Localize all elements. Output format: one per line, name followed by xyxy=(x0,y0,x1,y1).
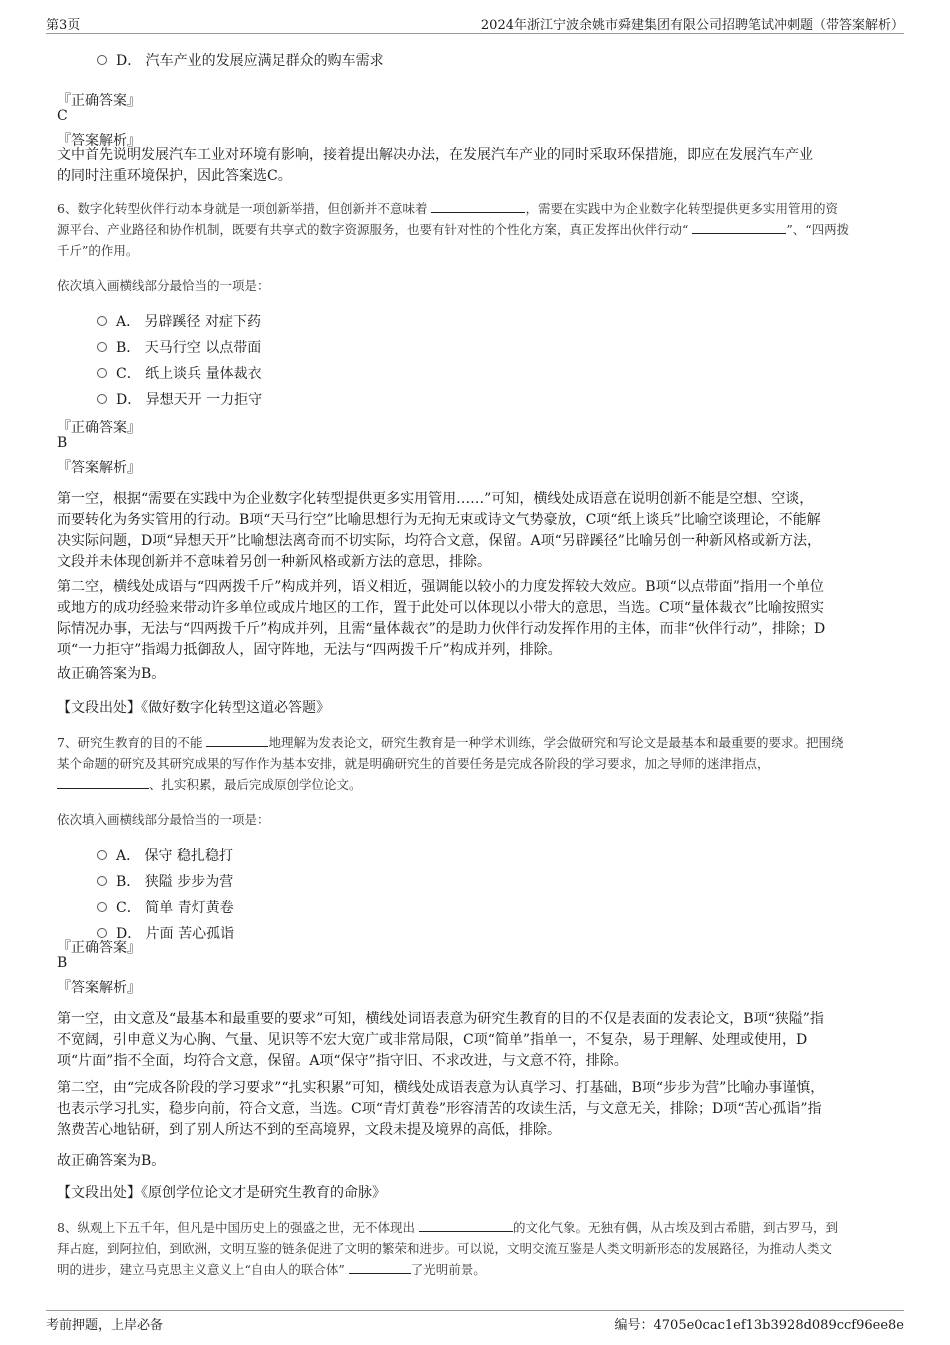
q7-answer: B xyxy=(57,955,68,971)
blank-line xyxy=(206,734,268,748)
q5-analysis: 文中首先说明发展汽车工业对环境有影响，接着提出解决办法，在发展汽车产业的同时采取环保措施，即应在发展汽车产业 的同时注重环境保护，因此答案选C。 xyxy=(57,147,813,184)
q7-conclusion: 故正确答案为B。 xyxy=(57,1153,166,1169)
q6-answer-label: 『正确答案』 xyxy=(57,420,141,436)
q6-answer: B xyxy=(57,435,68,451)
header-divider xyxy=(46,33,904,34)
q5-analysis-label: 『答案解析』 xyxy=(57,133,141,149)
footer-divider xyxy=(46,1310,904,1311)
q6-analysis-para2: 第二空，横线处成语与“四两拨千斤”构成并列，语义相近，强调能以较小的力度发挥较大效应。B项“以点带面”指用一个单位 或地方的成功经验来带动许多单位或成片地区的工作，置于此处可以体现以小带大的意思，当选。C项“量体裁衣”比喻按照实 际情况办事，无法与“四两拨千斤”构成并列，且需“量体裁衣”的是助力伙伴行动发挥作用的主体，而非“伙伴行动”，排除；D 项“一力拒守”指竭力抵御敌人，固守阵地，无法与“四两拨千斤”构成并列，排除。 xyxy=(57,579,826,658)
radio-icon[interactable] xyxy=(97,394,107,404)
page-number: 第3页 xyxy=(46,18,81,33)
q7-answer-label: 『正确答案』 xyxy=(57,940,141,956)
q6-analysis-para1: 第一空，根据“需要在实践中为企业数字化转型提供更多实用管用……”可知，横线处成语意在说明创新不能是空想、空谈， 而要转化为务实管用的行动。B项“天马行空”比喻思想行为无拘无束或诗文气势豪放，C项“纸上谈兵”比喻空谈理论，不能解 决实际问题，D项“异想天开”比喻想法离奇而不切实际，均符合文意，保留。A项“另辟蹊径”比喻另创一种新风格或新方法， 文段并未体现创新并不意味着另创一种新风格或新方法的意思，排除。 xyxy=(57,491,821,570)
radio-icon[interactable] xyxy=(97,55,107,65)
q5-answer: C xyxy=(57,108,68,124)
q7-source: 【文段出处】《原创学位论文才是研究生教育的命脉》 xyxy=(57,1185,386,1201)
q6-conclusion: 故正确答案为B。 xyxy=(57,666,166,682)
page-header xyxy=(46,14,904,32)
blank-line xyxy=(431,200,525,214)
radio-icon[interactable] xyxy=(97,876,107,886)
q6-analysis-label: 『答案解析』 xyxy=(57,460,141,476)
blank-line xyxy=(57,776,149,790)
radio-icon[interactable] xyxy=(97,850,107,860)
q7-analysis-para2: 第二空，由“完成各阶段的学习要求”“扎实积累”可知，横线处成语表意为认真学习、打基础，B项“步步为营”比喻办事谨慎， 也表示学习扎实，稳步向前，符合文意，当选。C项“青灯黄卷”形容清苦的攻读生活，与文意无关，排除；D项“苦心孤诣”指 煞费苦心地钻研，到了别人所达不到的至高境界，文段未提及境界的高低，排除。 xyxy=(57,1080,825,1138)
q6-prompt: 依次填入画横线部分最恰当的一项是： xyxy=(57,278,270,293)
blank-line xyxy=(419,1219,513,1233)
footer-slogan: 考前押题，上岸必备 xyxy=(46,1318,164,1333)
q7-analysis-para1: 第一空，由文意及“最基本和最重要的要求”可知，横线处词语表意为研究生教育的目的不仅是表面的发表论文，B项“狭隘”指 不宽阔，引申意义为心胸、气量、见识等不宏大宽广或非常局限，C项“简单”指单一，不复杂，易于理解、处理或使用，D 项“片面”指不全面，均符合文意，保留。A项“保守”指守旧、不求改进，与文意不符，排除。 xyxy=(57,1011,824,1069)
q6-stem: 6、数字化转型伙伴行动本身就是一项创新举措，但创新并不意味着 ，需要在实践中为企业数字化转型提供更多实用管用的资 源平台、产业路径和协作机制，既要有共享式的数字资源服务，也要有针对性的个性化方案，真正发挥出伙伴行动“ ”、“四两拨 千斤”的作用。 xyxy=(57,201,850,258)
blank-line xyxy=(349,1261,411,1275)
q7-prompt: 依次填入画横线部分最恰当的一项是： xyxy=(57,812,270,827)
blank-line xyxy=(692,221,786,235)
q6-source: 【文段出处】《做好数字化转型这道必答题》 xyxy=(57,700,330,716)
q7-stem: 7、研究生教育的目的不能 地理解为发表论文，研究生教育是一种学术训练，学会做研究和写论文是最基本和最重要的要求。把围绕 某个命题的研究及其研究成果的写作作为基本安排，就是明确研究生的首要任务是完成各阶段的学习要求，加之导师的迷津指点， 、扎实积累，最后完成原创学位论文。 xyxy=(57,735,844,792)
q8-stem: 8、纵观上下五千年，但凡是中国历史上的强盛之世，无不体现出 的文化气象。无独有偶，从古埃及到古希腊，到古罗马，到 拜占庭，到阿拉伯，到欧洲，文明互鉴的链条促进了文明的繁荣和进步。可以说，文明交流互鉴是人类文明新形态的发展路径，为推动人类文 明的进步，建立马克思主义意义上“自由人的联合体” 了光明前景。 xyxy=(57,1220,838,1277)
document-id: 编号：4705e0cac1ef13b3928d089ccf96ee8e xyxy=(614,1318,904,1333)
radio-icon[interactable] xyxy=(97,902,107,912)
radio-icon[interactable] xyxy=(97,368,107,378)
document-title: 2024年浙江宁波余姚市舜建集团有限公司招聘笔试冲刺题（带答案解析） xyxy=(480,18,904,33)
radio-icon[interactable] xyxy=(97,316,107,326)
radio-icon[interactable] xyxy=(97,342,107,352)
q7-analysis-label: 『答案解析』 xyxy=(57,980,141,996)
q5-answer-label: 『正确答案』 xyxy=(57,93,141,109)
